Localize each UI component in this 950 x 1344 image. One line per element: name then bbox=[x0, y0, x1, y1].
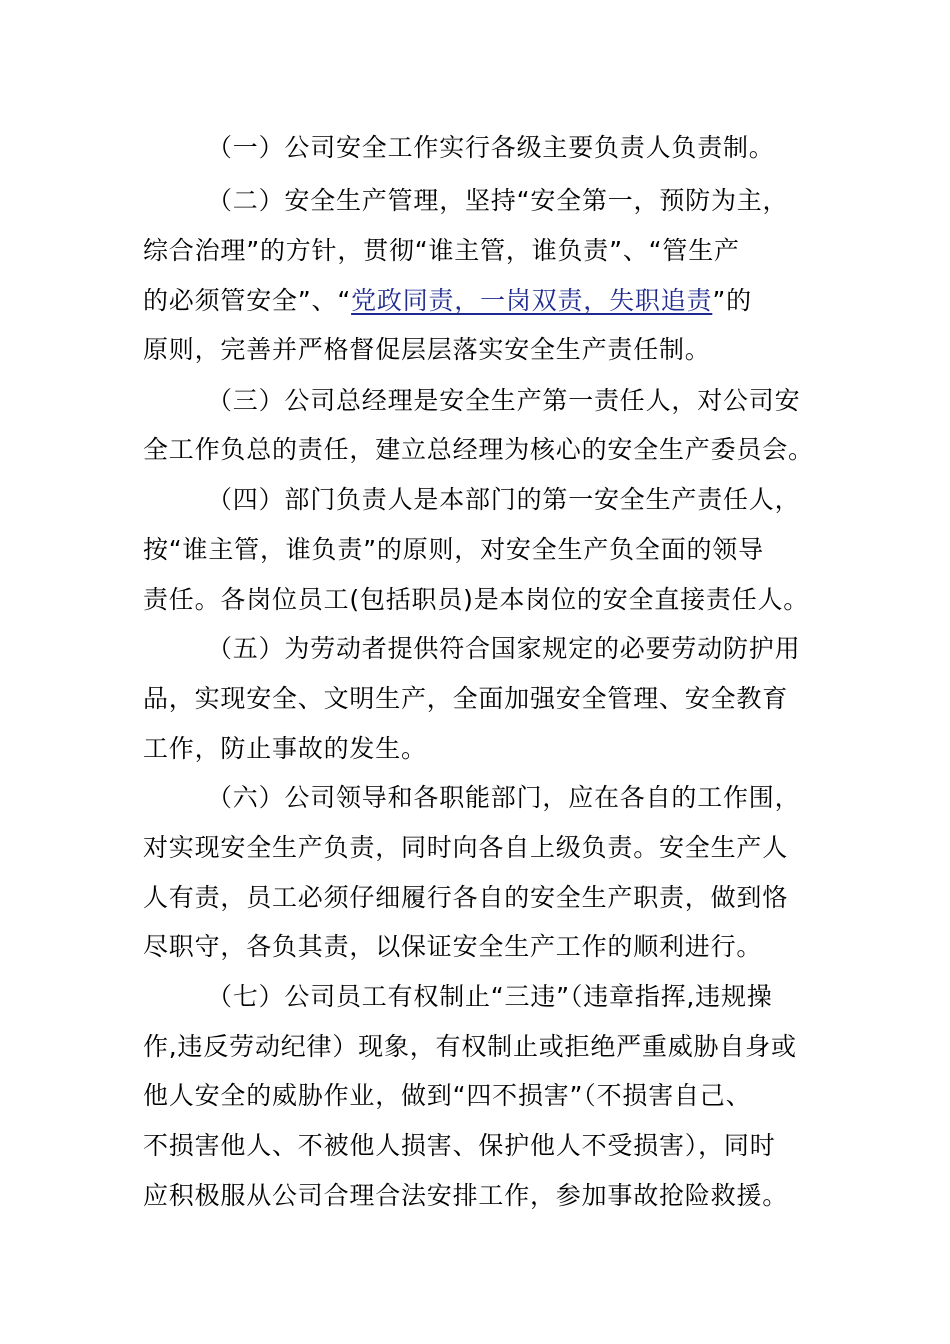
paragraph-6-line-2: 对实现安全生产负责，同时向各自上级负责。安全生产人 bbox=[143, 833, 789, 862]
paragraph-2-line-4: 原则，完善并严格督促层层落实安全生产责任制。 bbox=[143, 335, 711, 364]
paragraph-1-line-1: （一）公司安全工作实行各级主要负责人负责制。 bbox=[207, 133, 775, 162]
paragraph-3-line-2: 全工作负总的责任，建立总经理为核心的安全生产委员会。 bbox=[143, 435, 814, 464]
paragraph-2-line-3 bbox=[143, 284, 813, 318]
paragraph-2-line-3-start: 的必须管安全”、“ bbox=[143, 286, 352, 315]
paragraph-4-line-3: 责任。各岗位员工(包括职员)是本岗位的安全直接责任人。 bbox=[143, 585, 810, 614]
paragraph-7-line-2: 作,违反劳动纪律）现象，有权制止或拒绝严重威胁自身或 bbox=[143, 1032, 797, 1061]
paragraph-6-line-1: （六）公司领导和各职能部门，应在各自的工作围， bbox=[207, 783, 801, 812]
paragraph-7-line-1: （七）公司员工有权制止“三违”（违章指挥,违规操 bbox=[207, 982, 773, 1011]
paragraph-7-line-3: 他人安全的威胁作业，做到“四不损害”（不损害自己、 bbox=[143, 1081, 752, 1110]
paragraph-3-line-1: （三）公司总经理是安全生产第一责任人，对公司安 bbox=[207, 386, 801, 415]
paragraph-5-line-3: 工作，防止事故的发生。 bbox=[143, 734, 427, 763]
paragraph-4-line-1: （四）部门负责人是本部门的第一安全生产责任人， bbox=[207, 485, 801, 514]
paragraph-7-line-4: 不损害他人、不被他人损害、保护他人不受损害），同时 bbox=[143, 1131, 776, 1160]
paragraph-2-line-1: （二）安全生产管理，坚持“安全第一，预防为主， bbox=[207, 186, 789, 215]
paragraph-2-line-3-end: ”的 bbox=[712, 286, 752, 315]
paragraph-7-line-5: 应积极服从公司合理合法安排工作，参加事故抢险救援。 bbox=[143, 1181, 789, 1210]
paragraph-6-line-3: 人有责，员工必须仔细履行各自的安全生产职责，做到恪 bbox=[143, 883, 789, 912]
paragraph-5-line-1: （五）为劳动者提供符合国家规定的必要劳动防护用 bbox=[207, 634, 801, 663]
policy-link[interactable]: 党政同责，一岗双责，失职追责 bbox=[351, 286, 713, 315]
paragraph-5-line-2: 品，实现安全、文明生产，全面加强安全管理、安全教育 bbox=[143, 684, 789, 713]
paragraph-6-line-4: 尽职守，各负其责，以保证安全生产工作的顺利进行。 bbox=[143, 932, 763, 961]
paragraph-2-line-2: 综合治理”的方针，贯彻“谁主管，谁负责”、“管生产 bbox=[143, 236, 740, 265]
paragraph-4-line-2: 按“谁主管，谁负责”的原则，对安全生产负全面的领导 bbox=[143, 535, 764, 564]
